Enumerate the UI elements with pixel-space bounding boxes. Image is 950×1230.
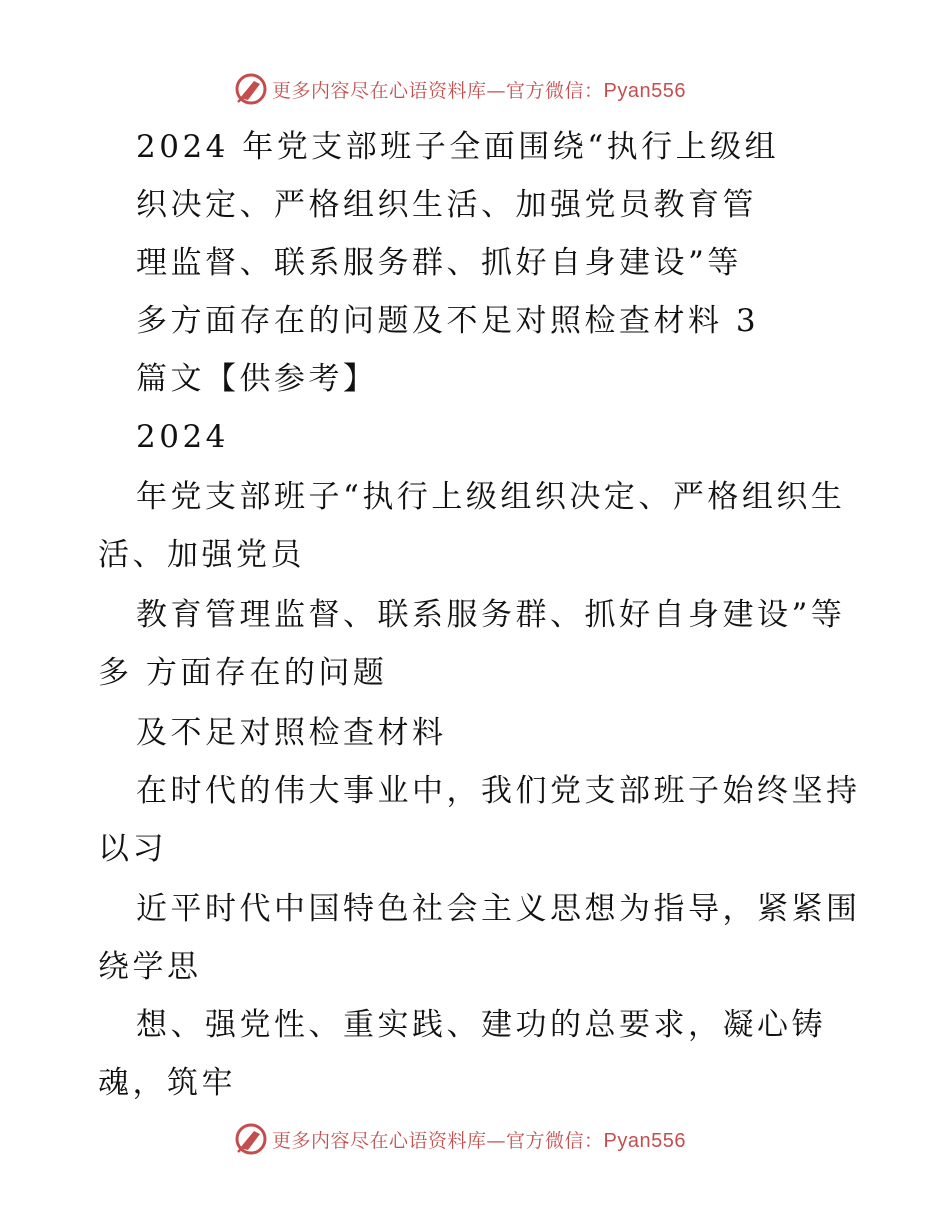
title-line-5: 篇文【供参考】 — [136, 361, 378, 397]
body-line: 年党支部班子“执行上级组织决定、严格组织生 — [136, 479, 846, 515]
body-line: 想、强党性、重实践、建功的总要求，凝心铸 — [136, 1007, 826, 1043]
watermark-text: 更多内容尽在心语资料库—官方微信：Pyan556 — [272, 1130, 686, 1152]
body-line: 以习 — [98, 831, 167, 867]
title-line-2: 织决定、严格组织生活、加强党员教育管 — [136, 187, 757, 223]
wechat-id: Pyan556 — [603, 1130, 686, 1152]
title-line-1: 2024 年党支部班子全面围绕“执行上级组 — [136, 129, 780, 165]
body-line: 在时代的伟大事业中，我们党支部班子始终坚持 — [136, 773, 861, 809]
pen-nib-logo-icon — [234, 72, 268, 106]
title-line-4: 多方面存在的问题及不足对照检查材料 3 — [136, 303, 760, 339]
wechat-id: Pyan556 — [603, 80, 686, 102]
pen-nib-logo-icon — [234, 1122, 268, 1156]
body-line: 2024 — [136, 419, 229, 455]
title-line-3: 理监督、联系服务群、抓好自身建设”等 — [136, 245, 742, 281]
watermark-text: 更多内容尽在心语资料库—官方微信：Pyan556 — [272, 80, 686, 102]
body-line: 近平时代中国特色社会主义思想为指导，紧紧围 — [136, 891, 861, 927]
watermark-banner-top — [0, 70, 950, 110]
body-line: 多 方面存在的问题 — [98, 655, 388, 691]
body-line: 魂，筑牢 — [98, 1065, 236, 1101]
body-line: 及不足对照检查材料 — [136, 715, 447, 751]
body-line: 绕学思 — [98, 949, 202, 985]
watermark-banner-bottom — [0, 1120, 950, 1160]
body-line: 活、加强党员 — [98, 537, 305, 573]
body-line: 教育管理监督、联系服务群、抓好自身建设”等 — [136, 597, 846, 633]
